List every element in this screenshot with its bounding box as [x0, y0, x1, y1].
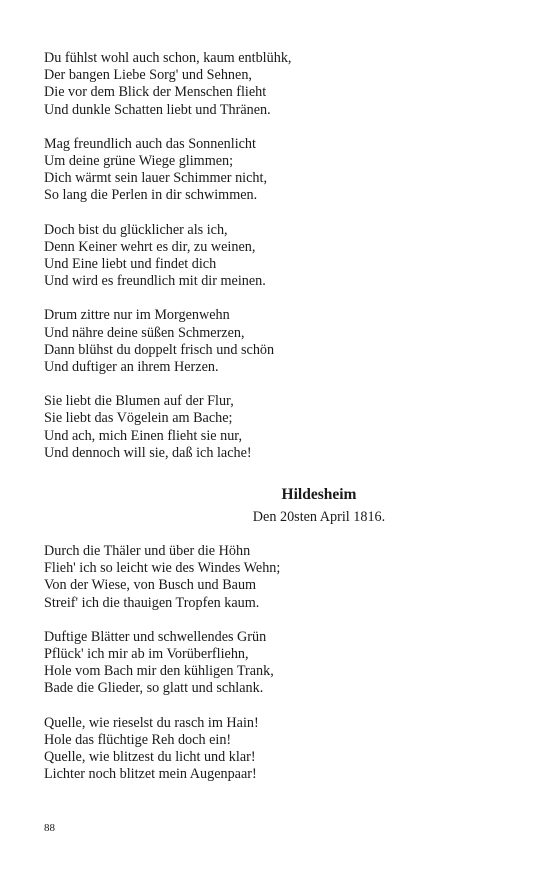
stanza [44, 629, 514, 698]
verse-line: Und duftiger an ihrem Herzen. [44, 359, 219, 376]
verse-line: Der bangen Liebe Sorg' und Sehnen, [44, 67, 252, 84]
verse-line: So lang die Perlen in dir schwimmen. [44, 187, 258, 204]
verse-line: Duftige Blätter und schwellendes Grün [44, 628, 267, 645]
stanza [44, 393, 514, 462]
verse-line: Sie liebt das Vögelein am Bache; [44, 410, 233, 427]
verse-line: Und Eine liebt und findet dich [44, 256, 217, 273]
poem-date: Den 20sten April 1816. [252, 509, 386, 526]
stanza [44, 50, 514, 119]
verse-line: Hole das flüchtige Reh doch ein! [44, 731, 232, 748]
verse-line: Und wird es freundlich mit dir meinen. [44, 273, 266, 290]
stanza [44, 307, 514, 376]
verse-line: Die vor dem Blick der Menschen flieht [44, 84, 267, 101]
page-number: 88 [44, 822, 55, 834]
verse-line: Doch bist du glücklicher als ich, [44, 221, 228, 238]
verse-line: Mag freundlich auch das Sonnenlicht [44, 135, 256, 152]
verse-line: Streif' ich die thauigen Tropfen kaum. [44, 594, 260, 611]
verse-line: Und dunkle Schatten liebt und Thränen. [44, 101, 271, 118]
verse-line: Dich wärmt sein lauer Schimmer nicht, [44, 170, 267, 187]
stanza [44, 222, 514, 291]
verse-line: Lichter noch blitzet mein Augenpaar! [44, 766, 257, 783]
poem-title: Hildesheim [281, 486, 357, 504]
verse-line: Du fühlst wohl auch schon, kaum entblühk, [44, 50, 292, 66]
verse-line: Sie liebt die Blumen auf der Flur, [44, 393, 234, 410]
verse-line: Von der Wiese, von Busch und Baum [44, 577, 257, 594]
verse-line: Quelle, wie rieselst du rasch im Hain! [44, 714, 259, 731]
page-body [44, 50, 514, 801]
verse-line: Hole vom Bach mir den kühligen Trank, [44, 663, 274, 680]
verse-line: Pflück' ich mir ab im Vorüberfliehn, [44, 646, 249, 663]
verse-line: Durch die Thäler und über die Höhn [44, 543, 251, 560]
verse-line: Quelle, wie blitzest du licht und klar! [44, 749, 256, 766]
verse-line: Und ach, mich Einen flieht sie nur, [44, 427, 243, 444]
verse-line: Und nähre deine süßen Schmerzen, [44, 324, 245, 341]
verse-line: Bade die Glieder, so glatt und schlank. [44, 680, 264, 697]
stanza [44, 715, 514, 784]
stanza [44, 543, 514, 612]
verse-line: Drum zittre nur im Morgenwehn [44, 307, 230, 324]
verse-line: Dann blühst du doppelt frisch und schön [44, 341, 275, 358]
verse-line: Flieh' ich so leicht wie des Windes Wehn; [44, 560, 281, 577]
verse-line: Und dennoch will sie, daß ich lache! [44, 444, 252, 461]
verse-line: Denn Keiner wehrt es dir, zu weinen, [44, 238, 256, 255]
verse-line: Um deine grüne Wiege glimmen; [44, 153, 234, 170]
stanza [44, 136, 514, 205]
